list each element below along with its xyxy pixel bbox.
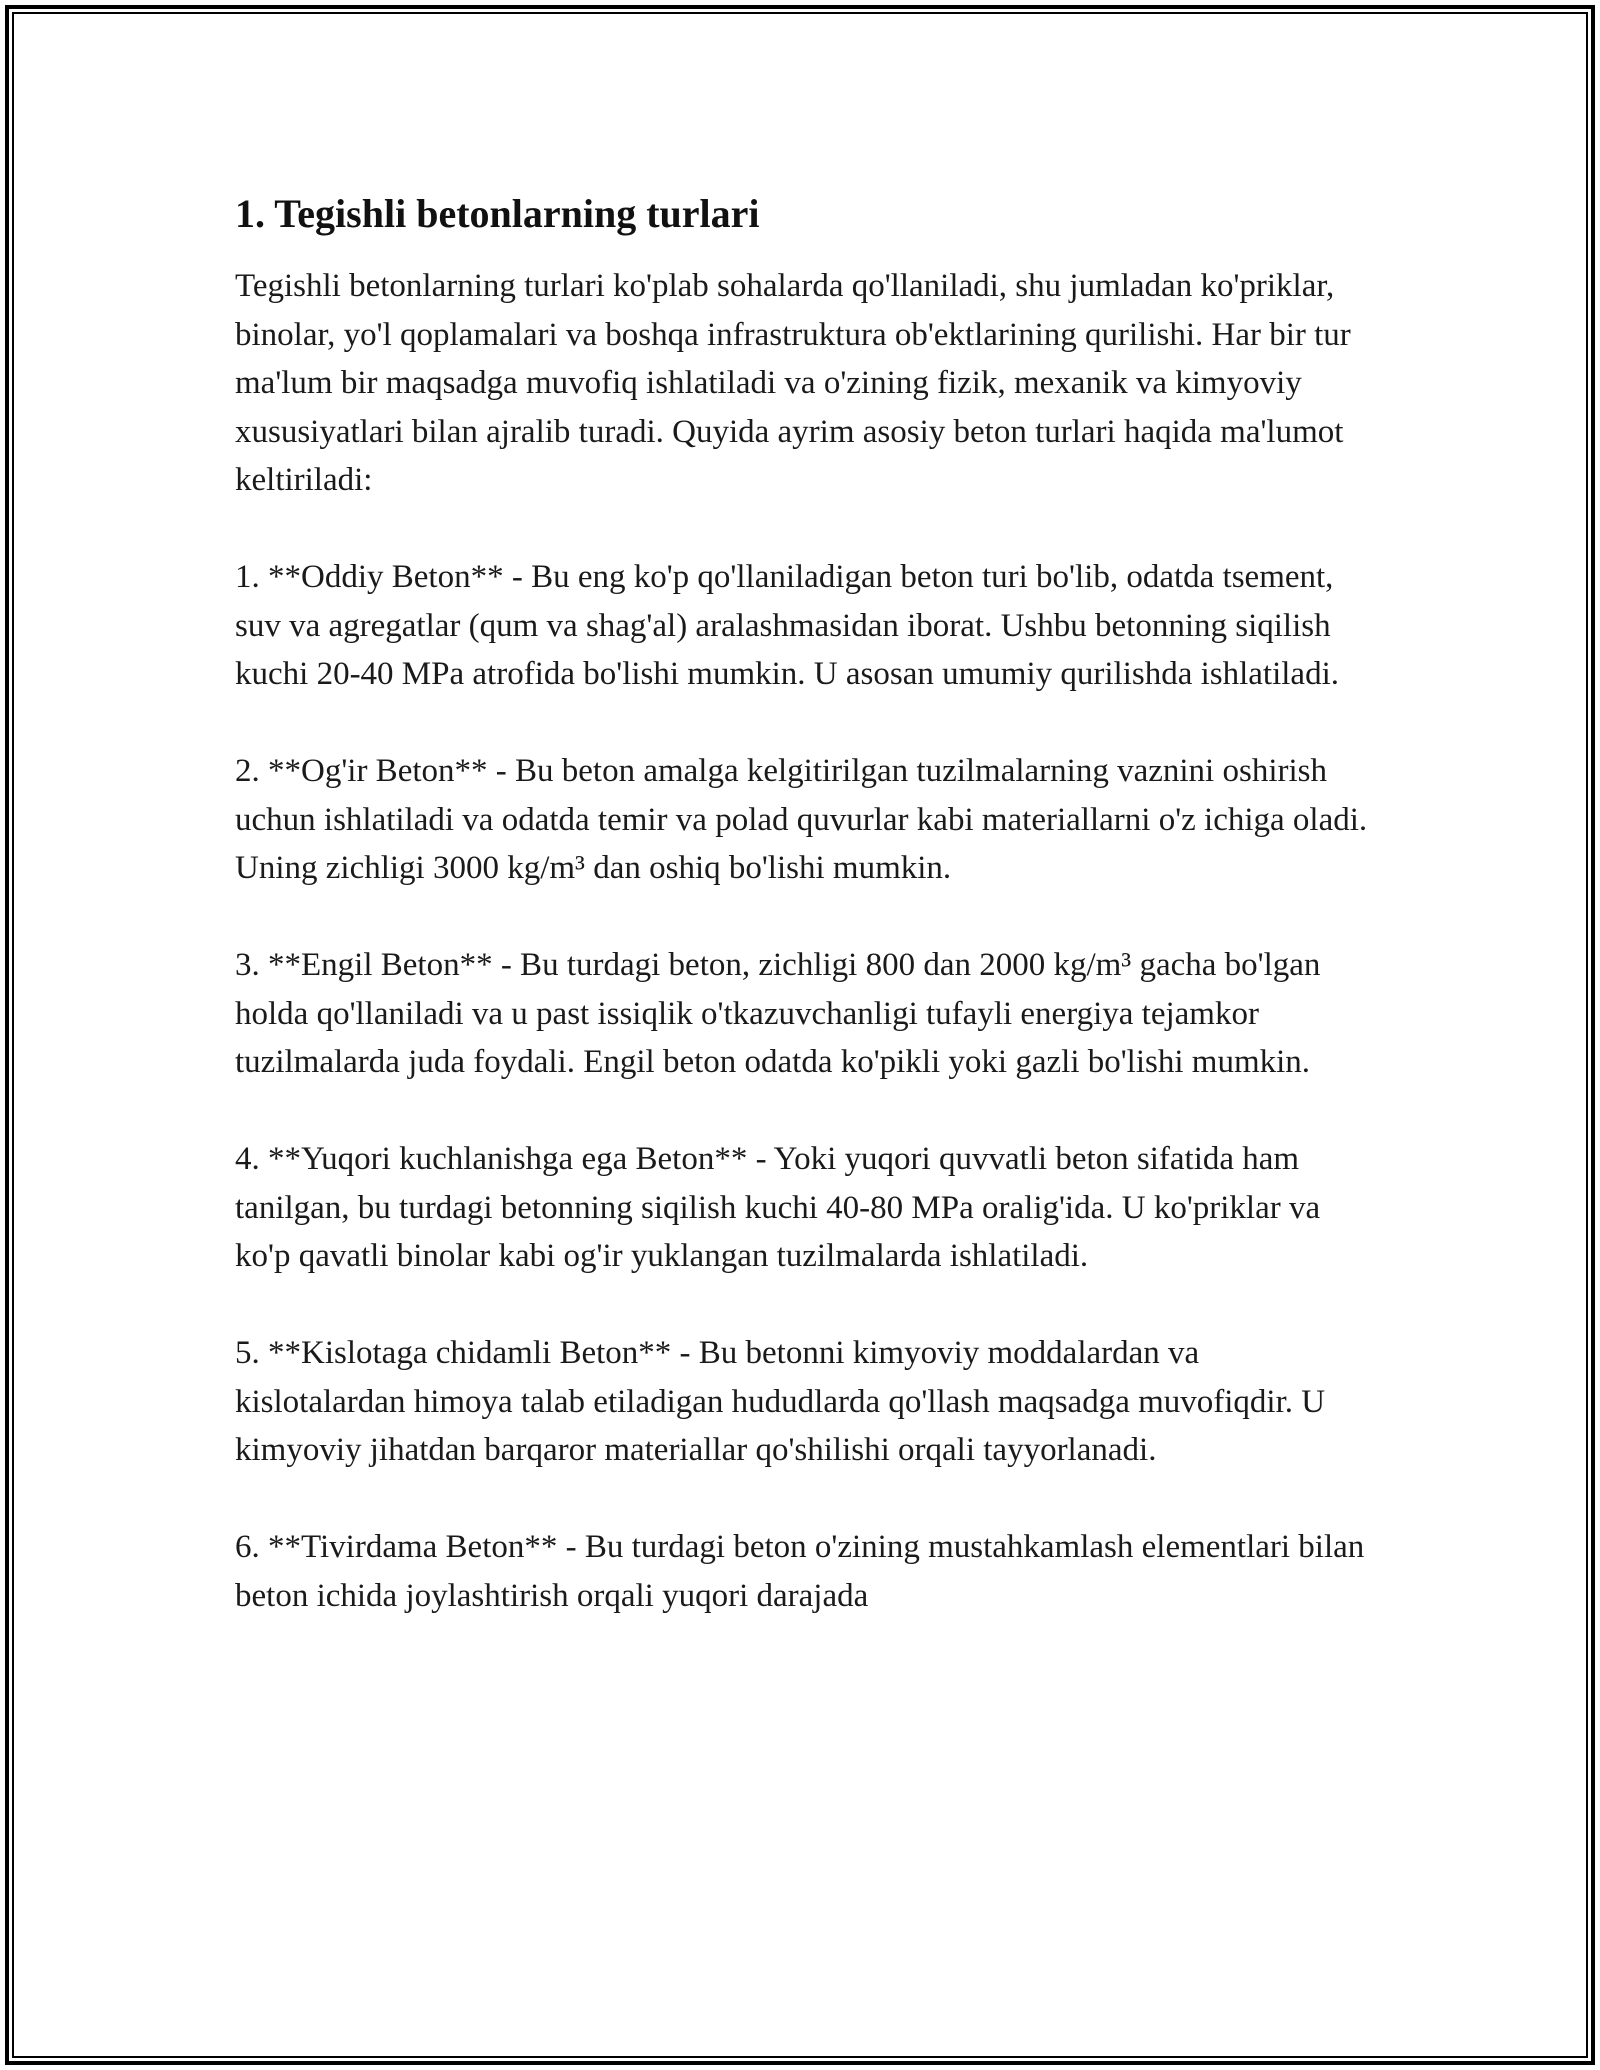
document-body bbox=[235, 186, 1375, 1669]
paragraph-oddiy-beton: 1. **Oddiy Beton** - Bu eng ko'p qo'llaniladigan beton turi bo'lib, odatda tsement, suv va agregatlar (qum va shag'al) aralashmasidan iborat. Ushbu betonning siqilish kuchi 20-40 MPa atrofida bo'lishi mumkin. U asosan umumiy qurilishda ishlatiladi. bbox=[235, 559, 1340, 692]
paragraph-ogir-beton: 2. **Og'ir Beton** - Bu beton amalga kelgitirilgan tuzilmalarning vaznini oshirish uchun ishlatiladi va odatda temir va polad quvurlar kabi materiallarni o'z ichiga oladi. Uning zichligi 3000 kg/m³ dan oshiq bo'lishi mumkin. bbox=[235, 753, 1368, 886]
paragraph-engil-beton: 3. **Engil Beton** - Bu turdagi beton, zichligi 800 dan 2000 kg/m³ gacha bo'lgan holda qo'llaniladi va u past issiqlik o'tkazuvchanligi tufayli energiya tejamkor tuzilmalarda juda foydali. Engil beton odatda ko'pikli yoki gazli bo'lishi mumkin. bbox=[235, 947, 1321, 1080]
paragraph-tivirdama-beton: 6. **Tivirdama Beton** - Bu turdagi beton o'zining mustahkamlash elementlari bilan beton ichida joylashtirish orqali yuqori darajada bbox=[235, 1529, 1365, 1614]
intro-paragraph: Tegishli betonlarning turlari ko'plab sohalarda qo'llaniladi, shu jumladan ko'priklar, binolar, yo'l qoplamalari va boshqa infrastruktura ob'ektlarining qurilishi. Har bir tur ma'lum bir maqsadga muvofiq ishlatiladi va o'zining fizik, mexanik va kimyoviy xususiyatlari bilan ajralib turadi. Quyida ayrim asosiy beton turlari haqida ma'lumot keltiriladi: bbox=[235, 268, 1351, 498]
section-heading: 1. Tegishli betonlarning turlari bbox=[235, 191, 760, 236]
paragraph-kislotaga-chidamli-beton: 5. **Kislotaga chidamli Beton** - Bu betonni kimyoviy moddalardan va kislotalardan himoya talab etiladigan hududlarda qo'llash maqsadga muvofiqdir. U kimyoviy jihatdan barqaror materiallar qo'shilishi orqali tayyorlanadi. bbox=[235, 1335, 1326, 1468]
paragraph-yuqori-kuchlanishga-ega-beton: 4. **Yuqori kuchlanishga ega Beton** - Yoki yuqori quvvatli beton sifatida ham tanilgan, bu turdagi betonning siqilish kuchi 40-80 MPa oralig'ida. U ko'priklar va ko'p qavatli binolar kabi og'ir yuklangan tuzilmalarda ishlatiladi. bbox=[235, 1141, 1321, 1274]
